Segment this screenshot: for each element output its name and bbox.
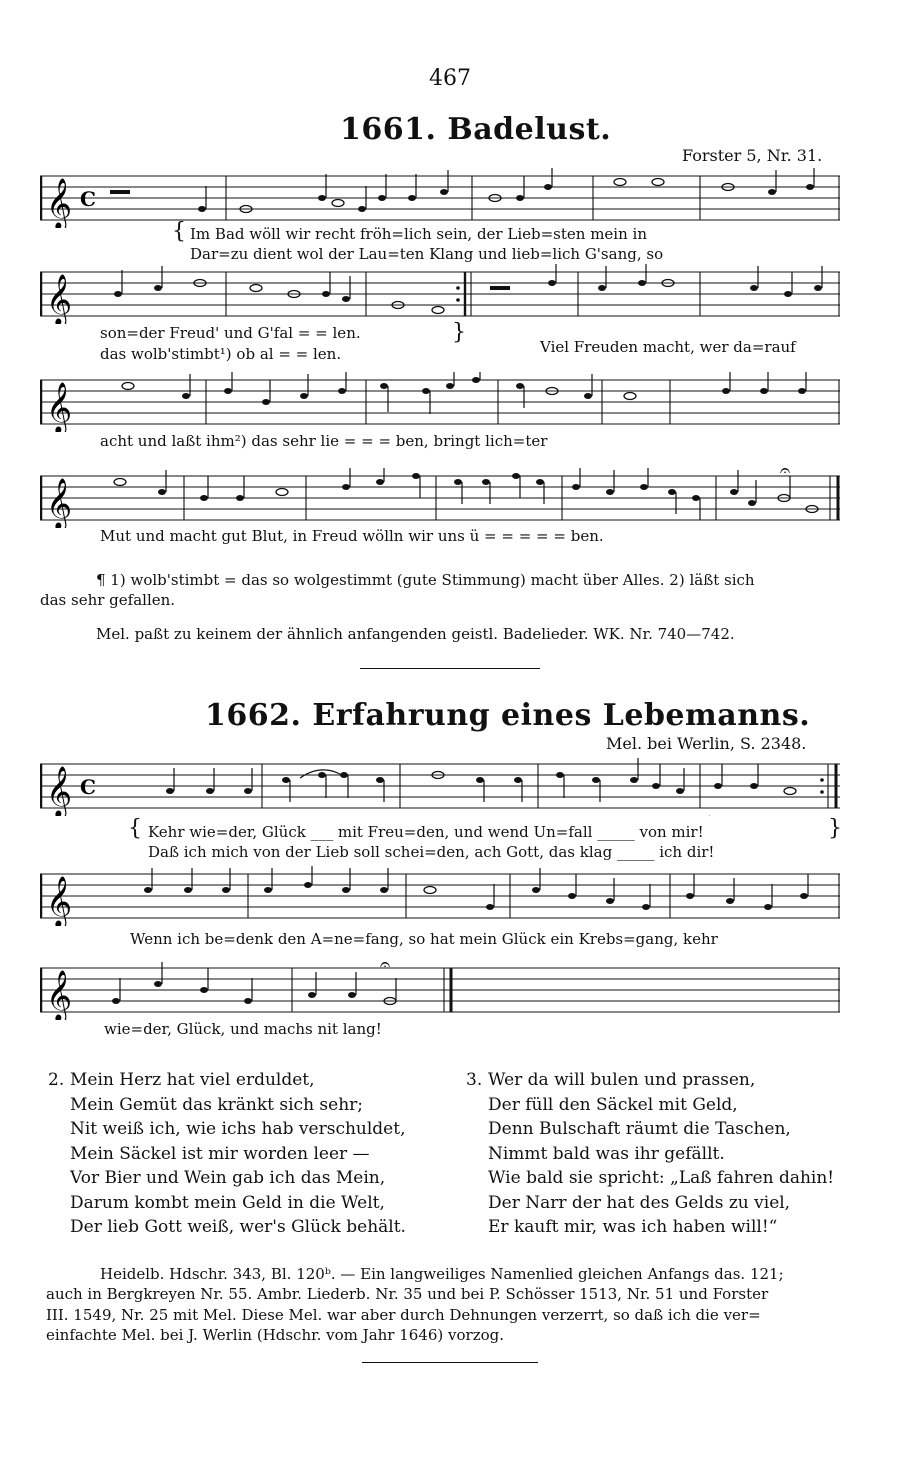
- svg-text:C: C: [80, 187, 96, 211]
- svg-text:𝄞: 𝄞: [46, 970, 73, 1020]
- svg-text:𝄞: 𝄞: [46, 478, 73, 528]
- sources-line: III. 1549, Nr. 25 mit Mel. Diese Mel. war aber durch Dehnungen verzerrt, so daß ich die ver=: [46, 1305, 761, 1324]
- page-number: 467: [429, 66, 471, 91]
- svg-text:𝄞: 𝄞: [46, 876, 73, 926]
- section-divider: [360, 668, 540, 669]
- lyric-line: acht und laßt ihm²) das sehr lie = = = ben, bringt lich=ter: [100, 432, 548, 450]
- verse-line: Nimmt bald was ihr gefällt.: [488, 1143, 725, 1164]
- melody-remark-1661: Mel. paßt zu keinem der ähnlich anfangenden geistl. Badelieder. WK. Nr. 740—742.: [96, 625, 735, 643]
- music-staff-1662-2: [40, 866, 840, 926]
- footnote-line: ¶ 1) wolb'stimbt = das so wolgestimmt (gute Stimmung) macht über Alles. 2) läßt sich: [96, 571, 755, 589]
- svg-text:𝄞: 𝄞: [46, 178, 73, 228]
- song-title-1662: 1662. Erfahrung eines Lebemanns.: [205, 698, 811, 733]
- footnote-line: das sehr gefallen.: [40, 591, 176, 610]
- music-staff-1662-3: [40, 960, 840, 1020]
- song-source-1661: Forster 5, Nr. 31.: [682, 146, 823, 165]
- svg-text:𝄞: 𝄞: [46, 382, 73, 432]
- song-title-1661: 1661. Badelust.: [340, 112, 612, 147]
- verse-number: 2.: [48, 1070, 65, 1090]
- music-staff-1661-3: [40, 372, 840, 432]
- verse-line: Der lieb Gott weiß, wer's Glück behält.: [70, 1217, 406, 1237]
- verse-line: Wie bald sie spricht: „Laß fahren dahin!: [488, 1168, 835, 1188]
- brace-right: }: [452, 320, 466, 345]
- music-staff-1662-1: [40, 756, 840, 816]
- sources-line: auch in Bergkreyen Nr. 55. Ambr. Liederb. Nr. 35 und bei P. Schösser 1513, Nr. 51 und Forster: [46, 1285, 769, 1304]
- brace-left: {: [172, 219, 186, 244]
- lyric-line: Viel Freuden macht, wer da=rauf: [540, 338, 796, 356]
- svg-text:𝄞: 𝄞: [46, 766, 73, 816]
- sources-line: Heidelb. Hdschr. 343, Bl. 120ᵇ. — Ein langweiliges Namenlied gleichen Anfangs das. 121;: [100, 1265, 784, 1283]
- music-staff-1661-1: [40, 168, 840, 228]
- verse-line: Mein Säckel ist mir worden leer —: [70, 1143, 370, 1164]
- svg-text:C: C: [80, 775, 96, 799]
- section-divider: [362, 1362, 538, 1363]
- verse-3: [466, 1068, 834, 1240]
- lyric-line: Dar=zu dient wol der Lau=ten Klang und lieb=lich G'sang, so: [190, 245, 664, 263]
- music-staff-1661-4: [40, 468, 840, 528]
- verse-line: Nit weiß ich, wie ichs hab verschuldet,: [70, 1119, 406, 1139]
- lyric-line: Wenn ich be=denk den A=ne=fang, so hat mein Glück ein Krebs=gang, kehr: [130, 930, 718, 948]
- svg-text:𝄐: 𝄐: [380, 960, 391, 975]
- verse-line: Vor Bier und Wein gab ich das Mein,: [70, 1168, 386, 1188]
- brace-left: {: [128, 816, 142, 841]
- verse-line: Der Narr der hat des Gelds zu viel,: [488, 1192, 791, 1213]
- svg-text:𝄞: 𝄞: [46, 274, 73, 324]
- brace-right: }: [828, 816, 842, 841]
- lyric-line: Kehr wie=der, Glück ___ mit Freu=den, und wend Un=fall _____ von mir!: [148, 823, 704, 841]
- lyric-line: das wolb'stimbt¹) ob al = = len.: [100, 345, 342, 363]
- lyric-line: Daß ich mich von der Lieb soll schei=den, ach Gott, das klag _____ ich dir!: [148, 843, 715, 861]
- svg-text:𝄐: 𝄐: [780, 468, 791, 481]
- verse-line: Wer da will bulen und prassen,: [488, 1070, 756, 1090]
- verse-line: Der füll den Säckel mit Geld,: [488, 1094, 738, 1115]
- verse-2: [48, 1068, 406, 1240]
- lyric-line: wie=der, Glück, und machs nit lang!: [104, 1020, 382, 1038]
- verse-line: Er kauft mir, was ich haben will!“: [488, 1217, 778, 1237]
- lyric-line: Im Bad wöll wir recht fröh=lich sein, der Lieb=sten mein in: [190, 225, 647, 243]
- music-staff-1661-2: [40, 264, 840, 324]
- verse-line: Denn Bulschaft räumt die Taschen,: [488, 1119, 791, 1139]
- song-source-1662: Mel. bei Werlin, S. 2348.: [606, 734, 807, 753]
- verse-line: Mein Herz hat viel erduldet,: [70, 1070, 315, 1090]
- verse-number: 3.: [466, 1070, 483, 1090]
- lyric-line: Mut und macht gut Blut, in Freud wölln wir uns ü = = = = = ben.: [100, 527, 604, 545]
- verse-line: Darum kombt mein Geld in die Welt,: [70, 1192, 385, 1213]
- sources-note-1662: [46, 1264, 784, 1345]
- lyric-line: son=der Freud' und G'fal = = len.: [100, 324, 361, 342]
- footnote-1661: [40, 570, 755, 611]
- sources-line: einfachte Mel. bei J. Werlin (Hdschr. vom Jahr 1646) vorzog.: [46, 1325, 505, 1344]
- verse-line: Mein Gemüt das kränkt sich sehr;: [70, 1094, 364, 1115]
